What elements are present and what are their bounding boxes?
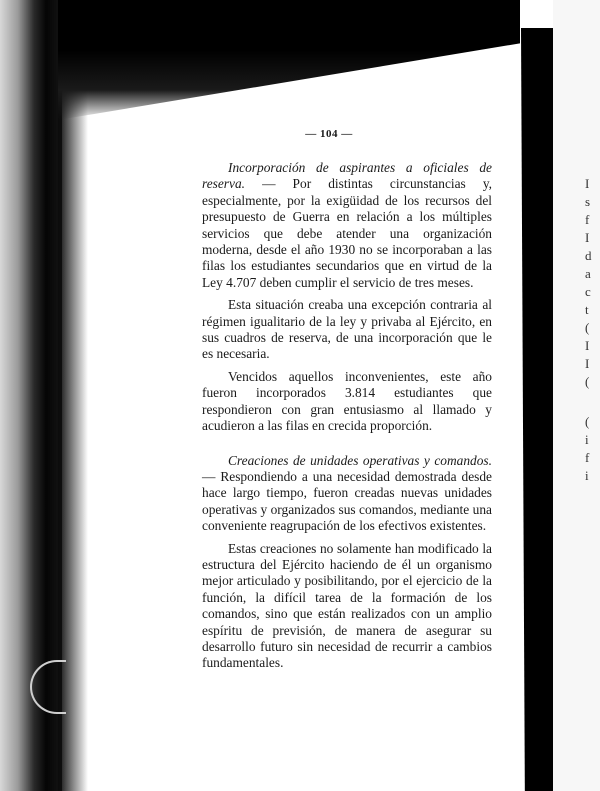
next-page-strip [553, 0, 600, 791]
paragraph-text: Estas creaciones no solamente han modificado la estructura del Ejército haciendo de él un organismo mejor articulado y posibilitando, por el ejercicio de la función, la difícil tarea de la formación de los comandos, sino que están realizados con un amplio espíritu de previsión, de manera de asegurar su desarrollo futuro sin necesidad de recurrir a cambios fundamentales. [202, 540, 492, 671]
fragment-letter: f [585, 212, 590, 227]
fragment-letter: i [585, 468, 589, 483]
paragraph [202, 369, 492, 435]
fragment-letter: d [585, 248, 592, 263]
paragraph-text: — Respondiendo a una necesidad demostrada desde hace largo tiempo, fueron creadas nuevas unidades operativas y organizados sus comandos, mediante una conveniente reagrupación de los efectivos existentes. [202, 468, 492, 534]
section-heading: Creaciones de unidades operativas y comandos. [228, 452, 492, 468]
fragment-letter: ( [585, 320, 590, 335]
page-number: — 104 — [305, 128, 353, 140]
fragment-letter: I [585, 230, 590, 245]
fragment-letter: t [585, 302, 589, 317]
fragment-letter: c [585, 284, 591, 299]
fragment-letter: a [585, 266, 591, 281]
section-heading: Incorporación de aspirantes a oficiales de reserva. [202, 160, 492, 192]
paragraph [202, 297, 492, 363]
gutter-divider [521, 28, 553, 791]
fragment-letter: f [585, 450, 590, 465]
body-text [202, 160, 492, 678]
fragment-letter: s [585, 194, 591, 209]
fragment-letter: I [585, 176, 590, 191]
fragment-letter: ( [585, 414, 590, 429]
page-top-shadow [58, 0, 528, 120]
fragment-letter: I [585, 338, 590, 353]
paragraph-text: — Por distintas circunstancias y, especialmente, por la exigüidad de los recursos del presupuesto de Guerra en relación a los múltiples servicios que debe atender una organización moderna, desde el año 1930 no se incorporaban a las filas los estudiantes secundarios que en virtud de la Ley 4.707 deben cumplir el servicio de tres meses. [202, 176, 492, 290]
paragraph-text: Vencidos aquellos inconvenientes, este año fueron incorporados 3.814 estudiantes que respondieron con gran entusiasmo al llamado y acudieron a las filas en crecida proporción. [202, 368, 492, 434]
paragraph [202, 160, 492, 291]
fragment-letter: ( [585, 374, 590, 389]
fragment-letter: i [585, 432, 589, 447]
paragraph [202, 453, 492, 535]
paragraph-text: Esta situación creaba una excepción contraria al régimen igualitario de la ley y privaba al Ejército, en sus cuadros de reserva, de una incorporación que le es necesaria. [202, 297, 492, 362]
paragraph [202, 541, 492, 672]
fragment-letter: I [585, 356, 590, 371]
